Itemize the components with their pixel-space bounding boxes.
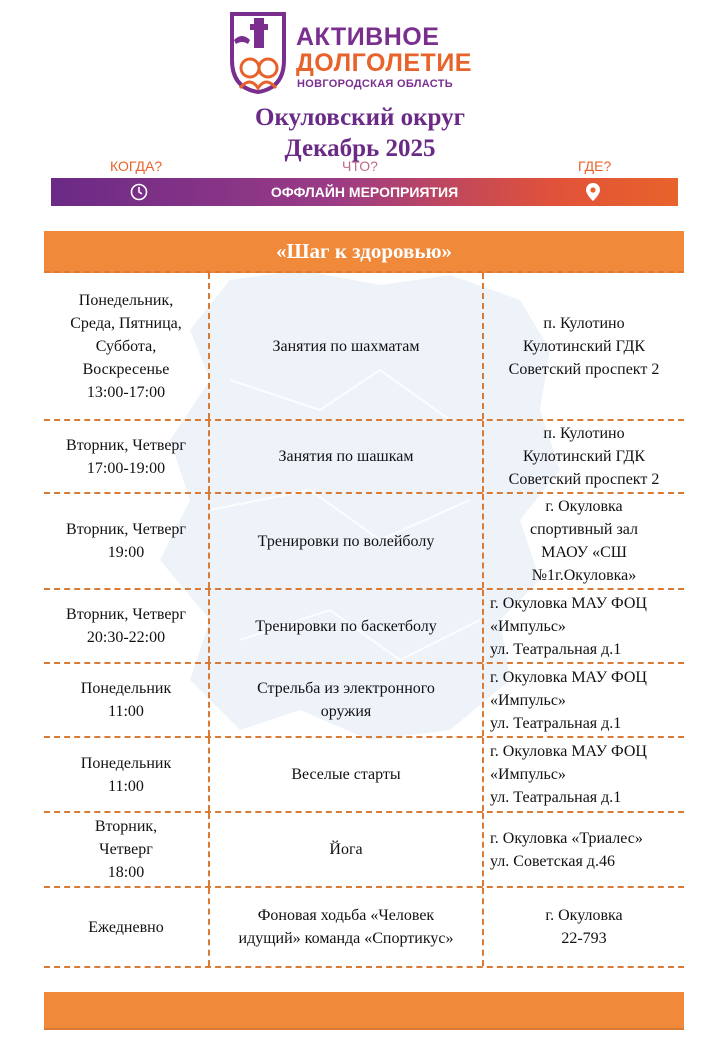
where-cell: г. Окуловка МАУ ФОЦ «Импульс» ул. Театральная д.1 xyxy=(490,743,647,806)
table-row xyxy=(44,664,684,738)
what-cell: Тренировки по баскетболу xyxy=(210,590,484,662)
where-label: ГДЕ? xyxy=(578,158,612,174)
when-cell: Понедельник, Среда, Пятница, Суббота, Воскресенье 13:00-17:00 xyxy=(44,273,210,419)
logo-line-3: НОВГОРОДСКАЯ ОБЛАСТЬ xyxy=(297,78,453,90)
program-title: «Шаг к здоровью» xyxy=(44,231,684,273)
when-cell: Вторник, Четверг 19:00 xyxy=(44,494,210,588)
banner-label: ОФФЛАЙН МЕРОПРИЯТИЯ xyxy=(270,184,459,200)
logo-line-2: ДОЛГОЛЕТИЕ xyxy=(296,49,472,77)
schedule-table xyxy=(44,231,684,1030)
where-cell: г. Окуловка «Триалес» ул. Советская д.46 xyxy=(490,829,643,870)
location-pin-icon xyxy=(585,182,601,202)
when-cell: Ежедневно xyxy=(44,888,210,966)
month-title: Декабрь 2025 xyxy=(284,135,436,162)
what-cell: Фоновая ходьба «Человек идущий» команда «Спортикус» xyxy=(210,888,484,966)
emblem-icon xyxy=(228,10,288,94)
table-row xyxy=(44,813,684,888)
table-row xyxy=(44,888,684,968)
where-cell: г. Окуловка спортивный зал МАОУ «СШ №1г.Окуловка» xyxy=(530,498,638,584)
logo-line-1: АКТИВНОЕ xyxy=(296,23,440,51)
when-cell: Вторник, Четверг 20:30-22:00 xyxy=(44,590,210,662)
when-cell: Понедельник 11:00 xyxy=(44,664,210,736)
where-cell: г. Окуловка 22-793 xyxy=(545,907,623,947)
table-row xyxy=(44,590,684,664)
footer-bar xyxy=(44,992,684,1030)
table-row xyxy=(44,738,684,813)
where-cell: г. Окуловка МАУ ФОЦ «Импульс» ул. Театральная д.1 xyxy=(490,668,647,732)
when-cell: Вторник, Четверг 17:00-19:00 xyxy=(44,421,210,492)
what-cell: Занятия по шашкам xyxy=(210,421,484,492)
what-cell: Занятия по шахматам xyxy=(210,273,484,419)
table-row xyxy=(44,421,684,494)
where-cell: г. Окуловка МАУ ФОЦ «Импульс» ул. Театральная д.1 xyxy=(490,594,647,658)
when-cell: Понедельник 11:00 xyxy=(44,738,210,811)
district-title: Окуловский округ xyxy=(255,104,465,131)
where-cell: п. Кулотино Кулотинский ГДК Советский проспект 2 xyxy=(508,425,660,488)
logo xyxy=(228,10,498,98)
what-label: ЧТО? xyxy=(342,158,378,174)
table-row xyxy=(44,273,684,421)
offline-events-banner xyxy=(51,178,678,206)
where-cell: п. Кулотино Кулотинский ГДК Советский проспект 2 xyxy=(508,314,660,378)
when-label: КОГДА? xyxy=(110,158,163,174)
what-cell: Веселые старты xyxy=(210,738,484,811)
what-cell: Йога xyxy=(210,813,484,886)
what-cell: Тренировки по волейболу xyxy=(210,494,484,588)
what-cell: Стрельба из электронного оружия xyxy=(210,664,484,736)
when-cell: Вторник, Четверг 18:00 xyxy=(44,813,210,886)
table-row xyxy=(44,494,684,590)
